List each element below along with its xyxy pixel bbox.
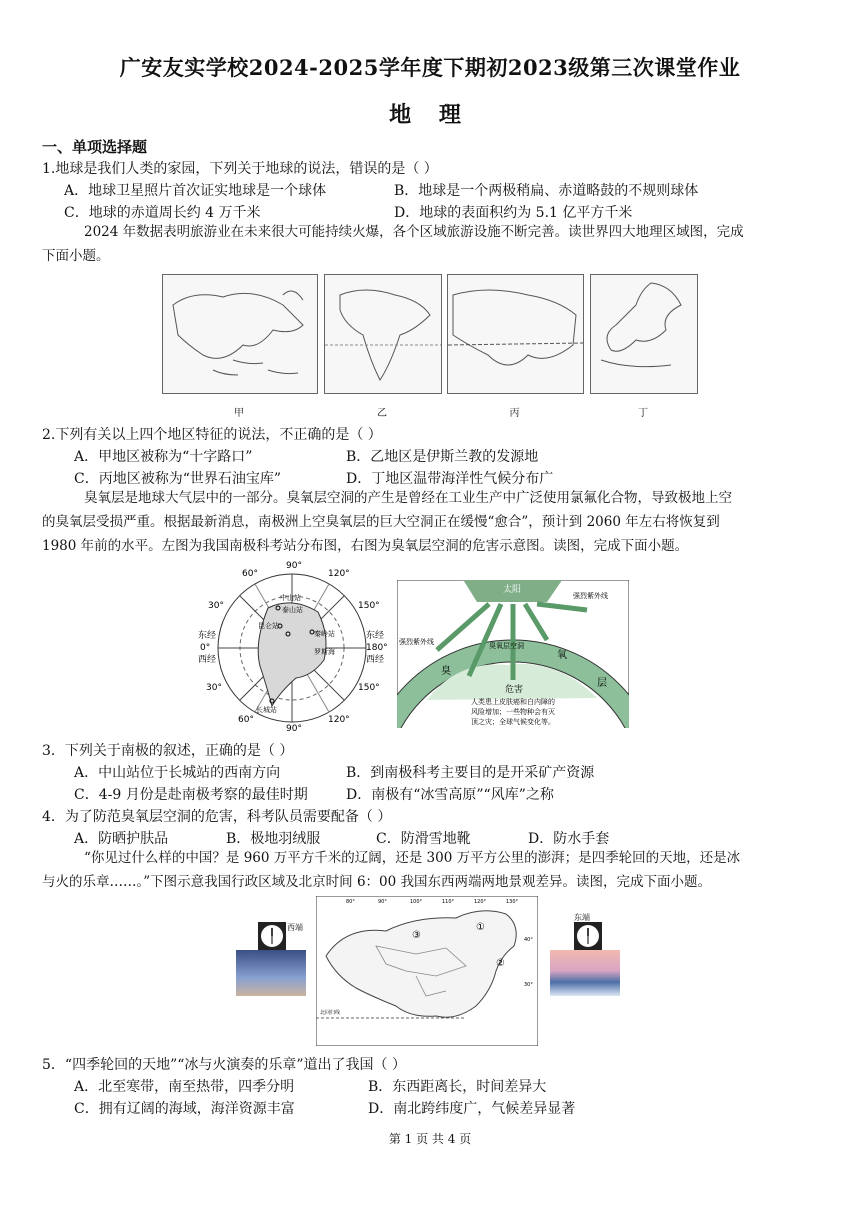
deg-tr: 120° — [328, 569, 350, 579]
question-3-option-a[interactable]: A．中山站位于长城站的西南方向 — [74, 765, 281, 781]
question-4-option-d[interactable]: D．防水手套 — [528, 831, 610, 847]
deg-r150: 150° — [358, 601, 380, 611]
harm-label: 危害 — [505, 685, 524, 695]
layer-char-1: 臭 — [441, 666, 451, 677]
section-heading: 一、单项选择题 — [42, 138, 148, 156]
qinling-label: 秦岭站 — [314, 630, 335, 638]
question-1-option-c[interactable]: C．地球的赤道周长约 4 万千米 — [64, 205, 261, 221]
question-5-stem: 5．“四季轮回的天地”“冰与火演奏的乐章”道出了我国（ ） — [42, 1057, 406, 1073]
map-region-jia — [162, 274, 318, 394]
question-5-option-b[interactable]: B．东西距离长，时间差异大 — [368, 1079, 547, 1095]
china-admin-map — [316, 896, 538, 1046]
antarctic-stations-map — [196, 556, 396, 732]
question-5-option-a[interactable]: A．北至寒带，南至热带，四季分明 — [74, 1079, 295, 1095]
question-1-option-d[interactable]: D．地球的表面积约为 5.1 亿平方千米 — [394, 205, 633, 221]
east-end-photo — [550, 950, 620, 996]
tropic-label: 北回归线 — [320, 1010, 341, 1016]
question-3-stem: 3．下列关于南极的叙述，正确的是（ ） — [42, 743, 294, 759]
lon-120: 120° — [474, 899, 487, 905]
question-5-option-d[interactable]: D．南北跨纬度广，气候差异显著 — [368, 1101, 576, 1117]
question-4-option-c[interactable]: C．防滑雪地靴 — [376, 831, 471, 847]
page-footer: 第 1 页 共 4 页 — [388, 1132, 472, 1146]
map-caption-ding: 丁 — [638, 408, 648, 419]
question-1-stem: 1.地球是我们人类的家园，下列关于地球的说法，错误的是（ ） — [42, 161, 438, 177]
east-end-label: 东端 — [574, 913, 590, 922]
map-caption-jia: 甲 — [234, 408, 244, 419]
map-caption-bing: 丙 — [509, 408, 520, 419]
question-3-option-b[interactable]: B．到南极科考主要目的是开采矿产资源 — [346, 765, 595, 781]
intro-2-line-2: 下面小题。 — [42, 248, 110, 264]
layer-char-2: 氧 — [557, 650, 567, 661]
taishan-label: 泰山站 — [282, 606, 303, 614]
uv-strong-label-left: 强烈紫外线 — [399, 638, 434, 646]
map-region-yi — [324, 274, 442, 394]
question-1-option-a[interactable]: A．地球卫星照片首次证实地球是一个球体 — [64, 183, 327, 199]
question-3-option-c[interactable]: C．4-9 月份是赴南极考察的最佳时期 — [74, 787, 308, 803]
map-region-bing — [447, 274, 584, 394]
deg-l30: 30° — [208, 601, 224, 611]
question-4-stem: 4．为了防范臭氧层空洞的危害，科考队员需要配备（ ） — [42, 809, 392, 825]
zero-deg: 0° — [200, 643, 211, 653]
question-1-option-b[interactable]: B．地球是一个两极稍扁、赤道略鼓的不规则球体 — [394, 183, 699, 199]
page-title: 广安友实学校2024-2025学年度下期初2023级第三次课堂作业 — [119, 55, 741, 80]
intro-2-line-1: 2024 年数据表明旅游业在未来很大可能持续火爆，各个区域旅游设施不断完善。读世界四大地理区域图，完成 — [84, 224, 744, 240]
deg-top: 90° — [286, 561, 302, 571]
ross-sea-label: 罗斯海 — [314, 648, 335, 656]
mark-1: ① — [476, 922, 485, 933]
deg-br120: 120° — [328, 715, 350, 725]
east-180: 东经 — [366, 631, 385, 641]
kunlun-label: 昆仑站 — [258, 622, 279, 630]
west-end-label: 西端 — [287, 923, 303, 932]
deg-180: 180° — [366, 643, 388, 653]
west-end-photo — [236, 950, 306, 996]
deg-br150: 150° — [358, 683, 380, 693]
lat-30: 30° — [524, 982, 533, 988]
lat-40: 40° — [524, 937, 533, 943]
question-4-option-b[interactable]: B．极地羽绒服 — [226, 831, 321, 847]
lon-90: 90° — [378, 899, 387, 905]
question-3-option-d[interactable]: D．南极有“冰雪高原”“风库”之称 — [346, 787, 554, 803]
intro-5-line-2: 与火的乐章……。”下图示意我国行政区域及北京时间 6：00 我国东西两端两地景观差异。读图，完成下面小题。 — [42, 874, 712, 890]
west-180: 西经 — [366, 655, 385, 665]
mark-2: ② — [496, 958, 505, 969]
uv-strong-label-right: 强烈紫外线 — [573, 592, 608, 600]
changcheng-label: 长城站 — [256, 706, 277, 714]
lon-100: 100° — [410, 899, 423, 905]
subject-title: 地 理 — [389, 102, 471, 128]
question-2-option-b[interactable]: B．乙地区是伊斯兰教的发源地 — [346, 449, 539, 465]
deg-bottom: 90° — [286, 724, 302, 732]
west-0: 西经 — [198, 655, 217, 665]
ozone-hole-diagram — [397, 580, 629, 728]
lon-80: 80° — [346, 899, 355, 905]
deg-tl: 60° — [242, 569, 258, 579]
question-2-stem: 2.下列有关以上四个地区特征的说法，不正确的是（ ） — [42, 427, 382, 443]
question-2-option-a[interactable]: A．甲地区被称为“十字路口” — [74, 449, 253, 465]
intro-3-line-3: 1980 年前的水平。左图为我国南极科考站分布图，右图为臭氧层空洞的危害示意图。读图，完成下面小题。 — [42, 538, 689, 554]
deg-bl30: 30° — [206, 683, 222, 693]
lon-130: 130° — [506, 899, 519, 905]
intro-3-line-1: 臭氧层是地球大气层中的一部分。臭氧层空洞的产生是曾经在工业生产中广泛使用氯氟化合物，导致极地上空 — [84, 490, 732, 506]
harm-text-3: 顶之灾；全球气候变化等。 — [471, 718, 555, 726]
zhongshan-label: 中山站 — [280, 594, 301, 602]
question-4-option-a[interactable]: A．防晒护肤品 — [74, 831, 169, 847]
harm-text-2: 风险增加；一些物种会有灭 — [471, 708, 555, 716]
ozone-hole-label: 臭氧层空洞 — [489, 642, 524, 650]
deg-bl60: 60° — [238, 715, 254, 725]
lon-110: 110° — [442, 899, 455, 905]
question-2-option-d[interactable]: D．丁地区温带海洋性气候分布广 — [346, 471, 554, 487]
sun-label: 太阳 — [503, 585, 522, 595]
east-0: 东经 — [198, 631, 217, 641]
question-5-option-c[interactable]: C．拥有辽阔的海域，海洋资源丰富 — [74, 1101, 295, 1117]
layer-char-3: 层 — [597, 678, 607, 689]
map-region-ding — [590, 274, 698, 394]
intro-3-line-2: 的臭氧层受损严重。根据最新消息，南极洲上空臭氧层的巨大空洞正在缓慢“愈合”，预计到 2060 年左右将恢复到 — [42, 514, 720, 530]
harm-text-1: 人类患上皮肤癌和白内障的 — [471, 698, 555, 706]
mark-3: ③ — [412, 930, 421, 941]
question-2-option-c[interactable]: C．丙地区被称为“世界石油宝库” — [74, 471, 282, 487]
map-caption-yi: 乙 — [377, 408, 387, 419]
intro-5-line-1: “你见过什么样的中国？是 960 万平方千米的辽阔，还是 300 万平方公里的澎湃；是四季轮回的天地，还是冰 — [84, 850, 741, 866]
